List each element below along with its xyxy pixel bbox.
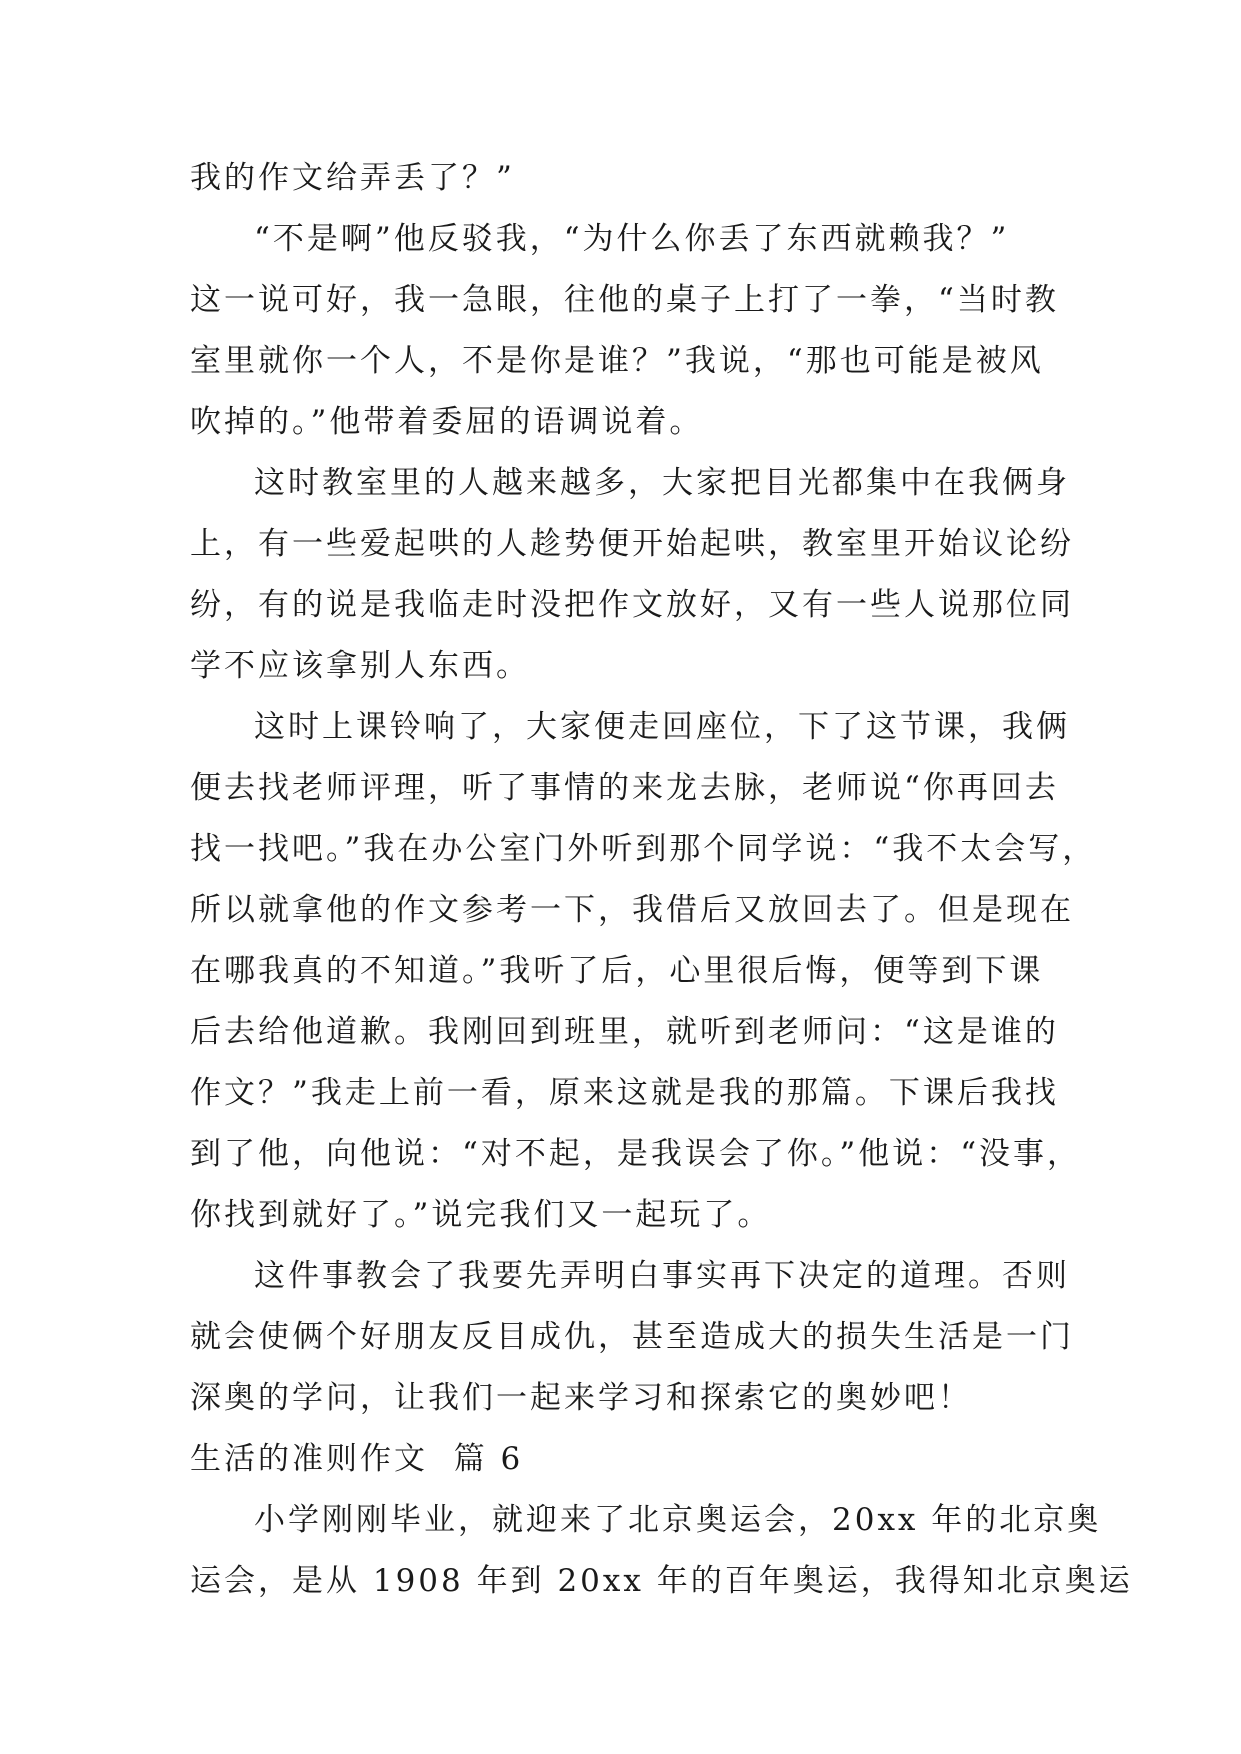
text-line: 我的作文给弄丢了？” [190,160,515,196]
text-line: 室里就你一个人，不是你是谁？”我说，“那也可能是被风 [190,343,1044,379]
text-line: 运会，是从 1908 年到 20xx 年的百年奥运，我得知北京奥运 [190,1563,1133,1599]
text-line: 就会使俩个好朋友反目成仇，甚至造成大的损失生活是一门 [190,1319,1074,1355]
text-line: 找一找吧。”我在办公室门外听到那个同学说：“我不太会写， [190,831,1097,867]
paragraph-teacher [190,697,1097,1246]
paragraph-dispute [190,209,1060,453]
paragraph-classroom [190,453,1074,697]
text-line: 便去找老师评理，听了事情的来龙去脉，老师说“你再回去 [190,770,1059,806]
text-line: 深奥的学问，让我们一起来学习和探索它的奥妙吧！ [190,1380,972,1416]
text-line: 小学刚刚毕业，就迎来了北京奥运会，20xx 年的北京奥 [254,1502,1102,1538]
text-line: 学不应该拿别人东西。 [190,648,530,684]
text-line: 所以就拿他的作文参考一下，我借后又放回去了。但是现在 [190,892,1074,928]
section-heading: 生活的准则作文 篇 6 [190,1441,524,1477]
paragraph-olympics [190,1490,1133,1612]
text-line: 这一说可好，我一急眼，往他的桌子上打了一拳，“当时教 [190,282,1059,318]
text-line: 这时上课铃响了，大家便走回座位，下了这节课，我俩 [254,709,1070,745]
text-line: 吹掉的。”他带着委屈的语调说着。 [190,404,704,440]
text-line: 纷，有的说是我临走时没把作文放好，又有一些人说那位同 [190,587,1074,623]
text-line: 这件事教会了我要先弄明白事实再下决定的道理。否则 [254,1258,1070,1294]
paragraph-lesson [190,1246,1074,1429]
text-line: “不是啊”他反驳我，“为什么你丢了东西就赖我？” [254,221,1010,257]
text-line: 你找到就好了。”说完我们又一起玩了。 [190,1197,772,1233]
text-line: 这时教室里的人越来越多，大家把目光都集中在我俩身 [254,465,1070,501]
text-line: 在哪我真的不知道。”我听了后，心里很后悔，便等到下课 [190,953,1044,989]
text-line: 作文？”我走上前一看，原来这就是我的那篇。下课后我找 [190,1075,1059,1111]
text-line: 上，有一些爱起哄的人趁势便开始起哄，教室里开始议论纷 [190,526,1074,562]
text-line: 到了他，向他说：“对不起，是我误会了你。”他说：“没事， [190,1136,1082,1172]
document-page [190,148,1133,1612]
text-line: 后去给他道歉。我刚回到班里，就听到老师问：“这是谁的 [190,1014,1059,1050]
